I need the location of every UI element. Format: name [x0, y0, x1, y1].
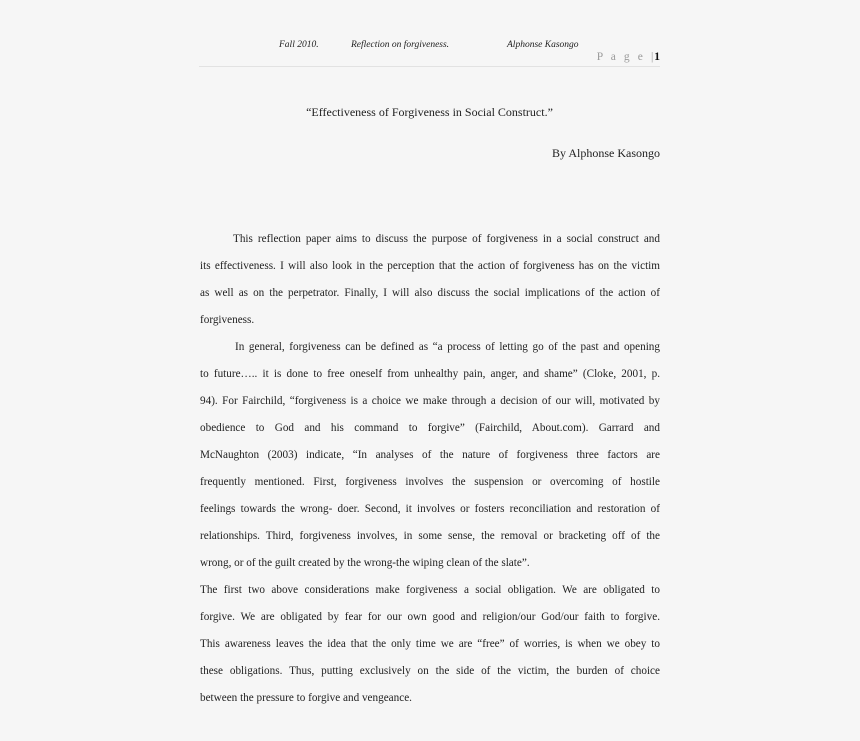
text-line: This reflection paper aims to discuss the purpose of forgiveness in a social construct and	[233, 233, 660, 245]
page-separator: |	[650, 51, 655, 63]
text-line: feelings towards the wrong- doer. Second, it involves or fosters reconciliation and restoration of	[200, 503, 660, 515]
document-byline: By Alphonse Kasongo	[552, 146, 660, 160]
text-line: these obligations. Thus, putting exclusively on the side of the victim, the burden of choice	[200, 665, 660, 677]
paragraph-definition	[200, 334, 660, 577]
text-line: In general, forgiveness can be defined as “a process of letting go of the past and opening	[235, 341, 660, 353]
header-author: Alphonse Kasongo	[507, 40, 579, 50]
text-line: forgiveness.	[200, 314, 255, 326]
page-label: P a g e	[596, 51, 646, 63]
header-title: Reflection on forgiveness.	[351, 40, 450, 50]
text-line: as well as on the perpetrator. Finally, I will also discuss the social implications of the action of	[200, 287, 660, 299]
text-line: wrong, or of the guilt created by the wrong-the wiping clean of the slate”.	[200, 557, 530, 569]
paragraph-obligation	[200, 577, 660, 712]
text-line: relationships. Third, forgiveness involves, in some sense, the removal or bracketing off of the	[200, 530, 660, 542]
document-title: “Effectiveness of Forgiveness in Social Construct.”	[306, 105, 553, 119]
text-line: obedience to God and his command to forgive” (Fairchild, About.com). Garrard and	[200, 422, 660, 434]
text-line: This awareness leaves the idea that the only time we are “free” of worries, is when we obey to	[200, 638, 660, 650]
text-line: between the pressure to forgive and vengeance.	[200, 692, 412, 704]
text-line: frequently mentioned. First, forgiveness involves the suspension or overcoming of hostile	[200, 476, 660, 488]
text-line: forgive. We are obligated by fear for our own good and religion/our God/our faith to forgive.	[200, 611, 660, 623]
text-line: The first two above considerations make forgiveness a social obligation. We are obligated to	[200, 584, 660, 596]
text-line: to future….. it is done to free oneself from unhealthy pain, anger, and shame” (Cloke, 2001, p.	[200, 368, 660, 380]
page-number	[597, 51, 660, 63]
page-header	[199, 38, 660, 67]
text-line: 94). For Fairchild, “forgiveness is a choice we make through a decision of our will, motivated by	[200, 395, 660, 407]
paragraph-intro	[200, 226, 660, 334]
text-line: McNaughton (2003) indicate, “In analyses of the nature of forgiveness three factors are	[200, 449, 660, 461]
header-date: Fall 2010.	[279, 40, 319, 50]
page-number-value: 1	[654, 51, 660, 63]
document-body	[200, 226, 660, 712]
text-line: its effectiveness. I will also look in the perception that the action of forgiveness has on the victim	[200, 260, 660, 272]
